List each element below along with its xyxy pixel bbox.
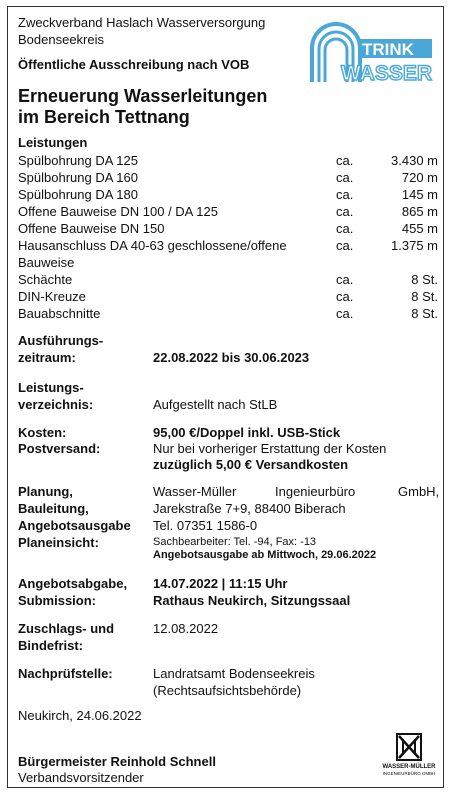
service-ca: ca. (336, 221, 354, 236)
planning-company-word1: Wasser-Müller (153, 484, 237, 499)
service-name: Offene Bauweise DN 100 / DA 125 (18, 204, 218, 219)
planning-contact: Sachbearbeiter: Tel. -94, Fax: -13 (153, 536, 317, 548)
service-ca: ca. (336, 170, 354, 185)
service-ca: ca. (336, 187, 354, 202)
award-label-line2: Bindefrist: (18, 638, 83, 653)
service-row (18, 186, 438, 203)
service-name: Spülbohrung DA 125 (18, 153, 138, 168)
service-row (18, 169, 438, 186)
planning-company-word3: GmbH, (398, 484, 440, 499)
planning-issue-note: Angebotsausgabe ab Mittwoch, 29.06.2022 (153, 549, 377, 561)
service-name: DIN-Kreuze (18, 289, 86, 304)
execution-label-line2: zeitraum: (18, 350, 76, 365)
service-ca: ca. (336, 238, 354, 253)
logo-text-trink: TRINK (362, 40, 414, 59)
planning-address: Jarekstraße 7+9, 88400 Biberach (153, 501, 346, 516)
title-line1: Erneuerung Wasserleitungen (18, 86, 268, 106)
wm-logo-text-2: INGENIEURBÜRO GMBH (382, 771, 436, 776)
award-label-line1: Zuschlags- und (18, 621, 115, 636)
signature-role: Verbandsvorsitzender (18, 770, 144, 785)
review-value-line2: (Rechtsaufsichtsbehörde) (153, 683, 302, 698)
costs-label: Kosten: (18, 425, 67, 440)
postal-label: Postversand: (18, 441, 101, 456)
service-qty: 8 St. (411, 289, 438, 304)
planning-company-word2: Ingenieurbüro (275, 484, 356, 499)
postal-value-line1: Nur bei vorheriger Erstattung der Kosten (153, 441, 387, 456)
service-row (18, 271, 438, 288)
title-line2: im Bereich Tettnang (18, 107, 190, 127)
wm-logo-text-1: WASSER-MÜLLER (382, 764, 436, 770)
service-ca: ca. (336, 272, 354, 287)
specification-label-line1: Leistungs- (18, 380, 84, 395)
service-row (18, 203, 438, 220)
specification-value: Aufgestellt nach StLB (153, 397, 278, 412)
tender-type: Öffentliche Ausschreibung nach VOB (18, 57, 250, 72)
submission-label-line1: Angebotsabgabe, (18, 576, 128, 591)
org-name-line1: Zweckverband Haslach Wasserversorgung (18, 15, 266, 30)
planning-label-line4: Planeinsicht: (18, 535, 99, 550)
postal-value-line2: zuzüglich 5,00 € Versandkosten (153, 457, 349, 472)
planning-label-line3: Angebotsausgabe (18, 518, 131, 533)
service-qty: 3.430 m (391, 153, 438, 168)
wasser-mueller-logo (381, 733, 437, 777)
service-name: Bauweise (18, 255, 75, 270)
place-date: Neukirch, 24.06.2022 (18, 708, 142, 723)
trinkwasser-logo-icon (310, 22, 436, 84)
org-name-line2: Bodenseekreis (18, 32, 104, 47)
service-ca: ca. (336, 306, 354, 321)
wasser-mueller-logo-icon (381, 733, 437, 777)
submission-location: Rathaus Neukirch, Sitzungssaal (153, 593, 351, 608)
planning-label-line1: Planung, (18, 484, 73, 499)
service-name: Hausanschluss DA 40-63 geschlossene/offene (18, 238, 287, 253)
execution-value: 22.08.2022 bis 30.06.2023 (153, 350, 310, 365)
trinkwasser-logo (310, 22, 436, 84)
service-row (18, 305, 438, 322)
service-name: Spülbohrung DA 180 (18, 187, 138, 202)
signature-name: Bürgermeister Reinhold Schnell (18, 754, 216, 769)
planning-label-line2: Bauleitung, (18, 501, 89, 516)
service-name: Offene Bauweise DN 150 (18, 221, 165, 236)
execution-label-line1: Ausführungs- (18, 333, 104, 348)
service-ca: ca. (336, 204, 354, 219)
service-qty: 8 St. (411, 272, 438, 287)
service-row (18, 254, 438, 271)
service-name: Schächte (18, 272, 73, 287)
logo-text-wasser: WASSER (341, 62, 433, 84)
service-row (18, 288, 438, 305)
service-name: Bauabschnitte (18, 306, 101, 321)
service-row (18, 220, 438, 237)
specification-label-line2: verzeichnis: (18, 397, 94, 412)
service-qty: 865 m (401, 204, 438, 219)
service-name: Spülbohrung DA 160 (18, 170, 138, 185)
service-qty: 8 St. (411, 306, 438, 321)
costs-value: 95,00 €/Doppel inkl. USB-Stick (153, 425, 341, 440)
service-qty: 720 m (401, 170, 438, 185)
service-row (18, 152, 438, 169)
service-row (18, 237, 438, 254)
award-value: 12.08.2022 (153, 621, 219, 636)
services-heading: Leistungen (18, 135, 88, 150)
service-qty: 455 m (401, 221, 438, 236)
submission-datetime: 14.07.2022 | 11:15 Uhr (153, 576, 288, 591)
planning-phone: Tel. 07351 1586-0 (153, 518, 258, 533)
service-ca: ca. (336, 153, 354, 168)
submission-label-line2: Submission: (18, 593, 97, 608)
service-qty: 145 m (401, 187, 438, 202)
review-value-line1: Landratsamt Bodenseekreis (153, 666, 315, 681)
service-ca: ca. (336, 289, 354, 304)
service-qty: 1.375 m (391, 238, 438, 253)
review-label: Nachprüfstelle: (18, 666, 113, 681)
